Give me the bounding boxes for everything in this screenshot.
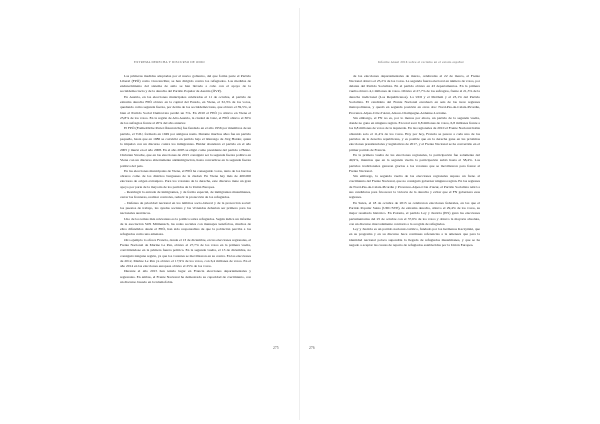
left-paragraph: Durante el año 2015 han tenido lugar en Francia elecciones departamentales y regionales. En ambas, el Frente Nacional ha demostrado su capacidad de crecimiento, con un discurso basado en la islamofobia. — [120, 269, 251, 285]
left-paragraph: En las elecciones municipales de Viena, el FPÖ ha conseguido votos, tanto de los barrios obreros como de los distritos burgueses de la ciudad. En Viena hay más de 400.000 electores de origen extranjero. Para los votantes de la derecha, este discurso tiene un gran apoyo por parte de la mayoría de los partidos de la Unión Europea. — [120, 168, 251, 189]
left-paragraph: El FPÖ (Freiheitliche Partei Österreichs) fue fundado en el año 1956 por miembros de un partido, el VdU, formado en 1949 por antiguos nazis. Durante muchos años fue un partido pequeño, hasta que en 1986 se convirtió en partido bajo el liderazgo de Jörg Haider, quien lo impulsó con un discurso contra los inmigrantes. Haider abandonó el partido en el año 2005 y murió en el año 2008. En el año 2005 se eligió como presidente del partido a Heinz-Christian Strache, que en las elecciones de 2015 consiguió ser la segunda fuerza política en Viena con un discurso abiertamente antiinmigración, hasta convertirse en la segunda fuerza política del país. — [120, 126, 251, 168]
left-page-number: 275 — [273, 346, 279, 350]
left-paragraph: – Defensa de prioridad nacional en los ámbitos socio-laboral y de la protección social: los puestos de trabajo, las ayudas sociales y las viviendas deberían ser primero para los nacionales austríacos. — [120, 200, 251, 216]
right-body-text — [349, 74, 480, 354]
right-page-number: 276 — [309, 346, 315, 350]
left-paragraph: En Austria, en las elecciones municipales celebradas el 11 de octubre, el partido de extrema derecha FPÖ obtuvo en la capital del Estado, en Viena, el 32,3% de los votos, quedando como segunda fuerza, por detrás de los socialdemócratas, que obtuvo el 39,5%, si bien el Partido Social Demócrata perdió un 5%. En 2010 el FPÖ ya obtuvo en Viena el 25,8% de los votos. En la región de Alta Austria, la ciudad de Linz, el FPÖ obtuvo el 30% de los sufragios frente al 20% del año anterior. — [120, 94, 251, 126]
right-page — [300, 0, 600, 424]
left-paragraph: – Restringir la entrada de inmigrantes, y de forma especial, de inmigrantes musulmanes, cerrar las fronteras, realizar controles, reducir la protección de los refugiados. — [120, 190, 251, 200]
left-body-text — [120, 74, 251, 344]
left-paragraph: Las primeras medidas adoptadas por el nuevo gobierno, del que forma parte el Partido Liberal (FPÖ) como vicecanciller, se han dirigido contra los refugiados. Las medidas de endurecimiento del sistema de asilo se han llevado a cabo con el apoyo de la socialdemocracia y de la derecha del Partido Popular de Austria (ÖVP). — [120, 73, 251, 94]
right-paragraph: de las elecciones departamentales de marzo, celebradas el 22 de marzo, el Frente Nacional obtuvo el 25,2% de los votos. La segunda fuerza electoral en número de votos, por delante del Partido Socialista. En el partido obtuvo en 43 departamentos. En la primera vuelta obtuvo 4,1 millones de votos. Obtuvo el 27,7% de los sufragios, frente al 21,3% de la derecha tradicional (Los Republicanos). La UDI y el MoDem y el 23,1% del Partido Socialista. El candidato del Frente Nacional encabezó en seis de las trece regiones metropolitanas, y quedó en segunda posición en otras dos: Nord-Pas-de-Calais-Picardie, Provence-Alpes-Côte d'Azur, Alsace-Champagne-Ardenne-Lorraine. — [349, 73, 480, 115]
right-paragraph: En Suiza, el 18 de octubre de 2015 se celebraron elecciones federales, en las que el Partido Popular Suizo (UDC/SVP), de extrema derecha, obtuvo el 29,4% de los votos, su mejor resultado histórico. En Polonia, el partido Ley y Justicia (PiS) ganó las elecciones parlamentarias del 25 de octubre con el 37,6% de los votos y obtuvo la mayoría absoluta, con un discurso marcadamente contrario a la acogida de refugiados. — [349, 200, 480, 226]
right-paragraph: Sin embargo, la segunda vuelta de las elecciones regionales supuso un freno al crecimiento del Frente Nacional, que no consiguió gobernar ninguna región. En las regiones de Nord-Pas-de-Calais-Picardie y Provence-Alpes-Côte d'Azur, el Partido Socialista retiró a sus candidatos para favorecer la victoria de la derecha y evitar que el FN gobernara esas regiones. — [349, 174, 480, 200]
right-paragraph: En la primera vuelta de las elecciones regionales, la participación fue solamente del 49,9%, mientras que en la segunda vuelta la participación subió hasta el 58,4%. Los partidos tradicionales ganaron gracias a los votantes que se movilizaron para frenar al Frente Nacional. — [349, 152, 480, 173]
left-paragraph: Otro ejemplo lo ofrece Francia, donde el 13 de diciembre, en las elecciones regionales, el Frente Nacional de Marine Le Pen, obtuvo el 27,7% de los votos en la primera vuelta, convirtiéndose en la primera fuerza política. En la segunda vuelta, el 13 de diciembre, no consiguió ninguna región, ya que los votantes se movilizaron en su contra. En las elecciones de 2012, Marine Le Pen ya obtuvo el 17,9% de los votos, con 6,4 millones de votos. En el año 2014 en las elecciones europeas obtuvo el 25% de los votos. — [120, 237, 251, 269]
right-paragraph: Ley y Justicia es un partido nacional-católico, fundado por los hermanos Kaczyński, que en su programa y en su discurso hace continuas referencias a la amenaza que para la identidad nacional polaca supondría la llegada de refugiados musulmanes, y que se ha negado a aceptar las cuotas de reparto de refugiados establecidas por la Unión Europea. — [349, 227, 480, 247]
left-running-head: EXTREMA DERECHA Y DISCURSO DE ODIO — [134, 60, 205, 64]
right-paragraph: Sin embargo, el FN no es, por lo menos por ahora, un partido de la segunda vuelta, donde no gana en ninguna región. En total sacó 6,8 millones de votos, 6,8 millones frente a los 6,8 millones de votos de la izquierda. En las regionales de 2010 el Frente Nacional había obtenido solo el 11,4% de los votos. Hoy por hoy, Francia se parece a cada uno de los partidos de la derecha republicana, y es posible que en la derecha gane en las próximas elecciones presidenciales y legislativas de 2017, y el Frente Nacional se ha convertido en el primer partido de Francia. — [349, 115, 480, 152]
left-paragraph: Uno de los temas más relevantes es la política sobre refugiados. Según indica un informe de la asociación SOS Mitmensch, las redes sociales con mensajes xenófobos, muchos de ellos difundidos desde el FPÖ, han sido responsables de que la población perciba a los refugiados como una amenaza. — [120, 216, 251, 237]
right-running-head: Informe Anual 2016 sobre el racismo en el estado español — [378, 60, 464, 64]
